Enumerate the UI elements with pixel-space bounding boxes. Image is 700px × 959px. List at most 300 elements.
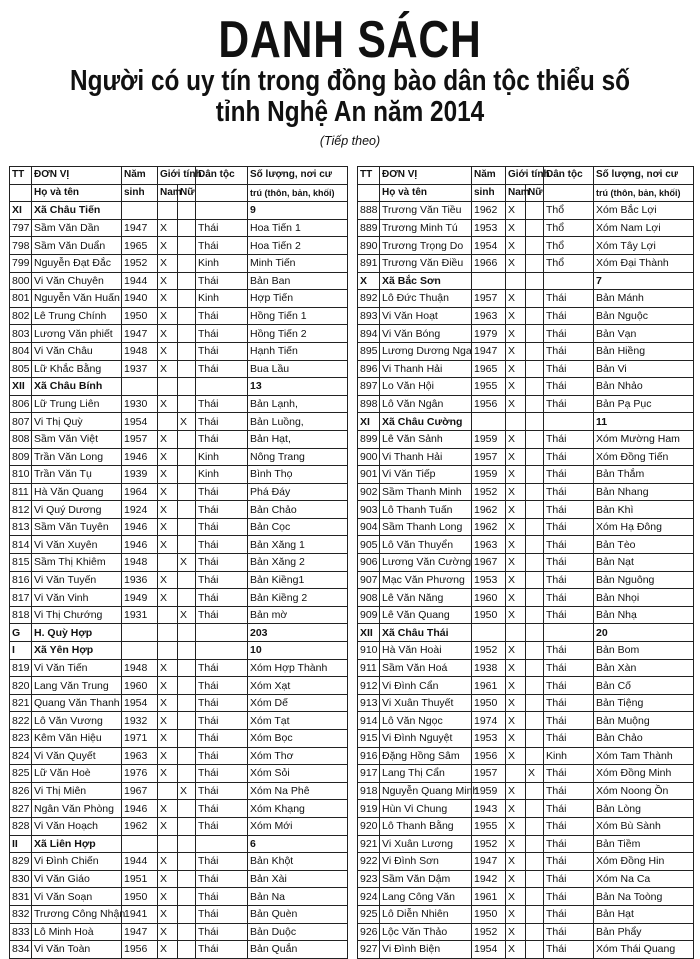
table-row	[358, 589, 694, 607]
cell-name: Lê Văn Quang	[380, 606, 472, 624]
cell-tt: 895	[358, 342, 380, 360]
cell-residence: Bản Tèo	[594, 536, 694, 554]
cell-female	[526, 694, 544, 712]
header-born: sinh	[122, 184, 158, 202]
cell-female	[178, 659, 196, 677]
cell-ethnicity: Thái	[544, 501, 594, 519]
table-row	[10, 483, 348, 501]
cell-residence: Nông Trang	[248, 448, 348, 466]
table-row	[358, 747, 694, 765]
cell-year: 1954	[472, 237, 506, 255]
cell-male: X	[506, 554, 526, 572]
cell-year	[472, 413, 506, 431]
document-subtitle-line1: Người có uy tín trong đồng bào dân tộc thiểu số	[69, 65, 631, 97]
cell-tt: 832	[10, 905, 32, 923]
cell-ethnicity: Thái	[544, 782, 594, 800]
table-row	[10, 870, 348, 888]
cell-male: X	[506, 606, 526, 624]
cell-name: Lộc Văn Thảo	[380, 923, 472, 941]
cell-ethnicity: Kinh	[196, 290, 248, 308]
table-row	[358, 817, 694, 835]
cell-residence: Bản Kiềng 2	[248, 589, 348, 607]
header-residence-2: trú (thôn, bản, khối)	[248, 184, 348, 202]
cell-female	[178, 870, 196, 888]
table-row	[358, 853, 694, 871]
cell-ethnicity	[544, 413, 594, 431]
cell-female	[178, 800, 196, 818]
cell-year: 1956	[122, 941, 158, 959]
cell-tt: 824	[10, 747, 32, 765]
cell-tt: 811	[10, 483, 32, 501]
cell-ethnicity: Thái	[544, 342, 594, 360]
cell-male: X	[506, 501, 526, 519]
cell-residence: Xóm Mới	[248, 817, 348, 835]
table-row	[10, 606, 348, 624]
cell-name: Vi Thanh Hải	[380, 360, 472, 378]
cell-name: Sầm Văn Việt	[32, 430, 122, 448]
cell-female	[178, 254, 196, 272]
cell-tt: 906	[358, 554, 380, 572]
cell-tt: 913	[358, 694, 380, 712]
cell-ethnicity: Thái	[544, 448, 594, 466]
cell-year: 1957	[472, 765, 506, 783]
document-header	[0, 0, 700, 128]
cell-residence: Bản Hạt,	[248, 430, 348, 448]
cell-name: Xã Liên Hợp	[32, 835, 122, 853]
cell-female: X	[178, 413, 196, 431]
cell-year: 1971	[122, 730, 158, 748]
table-row	[358, 325, 694, 343]
cell-ethnicity: Thái	[196, 571, 248, 589]
table-row	[358, 536, 694, 554]
cell-name: Lê Văn Năng	[380, 589, 472, 607]
cell-ethnicity: Thái	[196, 782, 248, 800]
cell-residence: Bản Cọc	[248, 518, 348, 536]
cell-female	[178, 307, 196, 325]
header-row-2	[10, 184, 348, 202]
cell-residence: Hạnh Tiến	[248, 342, 348, 360]
cell-female	[178, 325, 196, 343]
cell-residence: 7	[594, 272, 694, 290]
cell-tt: 896	[358, 360, 380, 378]
cell-tt: 798	[10, 237, 32, 255]
cell-name: Trần Văn Long	[32, 448, 122, 466]
cell-residence: Bản Xăng 2	[248, 554, 348, 572]
cell-name: Vi Văn Tiến	[32, 659, 122, 677]
table-row	[358, 905, 694, 923]
cell-female	[178, 888, 196, 906]
cell-tt: 826	[10, 782, 32, 800]
cell-female	[526, 501, 544, 519]
cell-female	[526, 853, 544, 871]
cell-name: Nguyễn Văn Huấn	[32, 290, 122, 308]
cell-female: X	[178, 782, 196, 800]
cell-female	[526, 571, 544, 589]
header-year: Năm	[122, 167, 158, 185]
table-row	[358, 923, 694, 941]
cell-male: X	[158, 272, 178, 290]
cell-tt: 917	[358, 765, 380, 783]
cell-tt: XI	[10, 202, 32, 220]
cell-residence: Hồng Tiến 1	[248, 307, 348, 325]
table-row	[358, 765, 694, 783]
cell-name: Lữ Khắc Bằng	[32, 360, 122, 378]
cell-ethnicity	[544, 272, 594, 290]
cell-name: Vi Đình Cẩn	[380, 677, 472, 695]
cell-tt: 812	[10, 501, 32, 519]
cell-tt: 927	[358, 941, 380, 959]
cell-year: 1963	[122, 747, 158, 765]
cell-residence: Bản Luồng,	[248, 413, 348, 431]
cell-ethnicity: Thái	[544, 765, 594, 783]
cell-name: Lang Công Văn	[380, 888, 472, 906]
table-row	[10, 237, 348, 255]
cell-year: 1932	[122, 712, 158, 730]
cell-female	[526, 941, 544, 959]
cell-name: Vi Văn Giáo	[32, 870, 122, 888]
table-row	[10, 272, 348, 290]
cell-male: X	[158, 237, 178, 255]
cell-year: 1966	[472, 254, 506, 272]
cell-residence: Bản Tiệng	[594, 694, 694, 712]
cell-male: X	[158, 448, 178, 466]
cell-name: Xã Bắc Sơn	[380, 272, 472, 290]
cell-residence: Bản mờ	[248, 606, 348, 624]
table-row	[10, 325, 348, 343]
cell-ethnicity: Thái	[544, 712, 594, 730]
cell-year: 1965	[472, 360, 506, 378]
cell-male: X	[506, 448, 526, 466]
cell-residence: Bản Cố	[594, 677, 694, 695]
cell-tt: 814	[10, 536, 32, 554]
cell-male: X	[506, 642, 526, 660]
cell-tt: 910	[358, 642, 380, 660]
table-row	[10, 905, 348, 923]
cell-tt: 799	[10, 254, 32, 272]
cell-ethnicity: Thái	[196, 747, 248, 765]
header-gender: Giới tính	[506, 167, 544, 185]
group-row	[10, 378, 348, 396]
cell-female	[526, 202, 544, 220]
cell-tt: 916	[358, 747, 380, 765]
cell-name: Vi Đình Nguyệt	[380, 730, 472, 748]
cell-female	[526, 219, 544, 237]
cell-female	[526, 272, 544, 290]
table-row	[10, 219, 348, 237]
cell-year: 1962	[472, 518, 506, 536]
cell-ethnicity: Thái	[196, 342, 248, 360]
cell-male: X	[158, 712, 178, 730]
cell-male: X	[506, 941, 526, 959]
cell-residence: Xóm Mường Ham	[594, 430, 694, 448]
cell-tt: 801	[10, 290, 32, 308]
cell-male: X	[506, 202, 526, 220]
cell-male	[158, 202, 178, 220]
cell-year: 1979	[472, 325, 506, 343]
cell-male: X	[158, 730, 178, 748]
cell-tt: 920	[358, 817, 380, 835]
cell-ethnicity: Kinh	[196, 448, 248, 466]
cell-tt: 804	[10, 342, 32, 360]
cell-male	[158, 378, 178, 396]
cell-residence: Bản Nguộc	[594, 307, 694, 325]
cell-male: X	[158, 342, 178, 360]
header-row-2	[358, 184, 694, 202]
header-blank	[358, 184, 380, 202]
cell-name: Trương Công Nhận	[32, 905, 122, 923]
cell-female	[178, 290, 196, 308]
table-row	[10, 290, 348, 308]
cell-ethnicity: Thái	[196, 360, 248, 378]
cell-residence: Bản Nhang	[594, 483, 694, 501]
group-row	[10, 624, 348, 642]
cell-female	[526, 606, 544, 624]
cell-male: X	[506, 782, 526, 800]
cell-residence: Xóm Thái Quang	[594, 941, 694, 959]
cell-male: X	[158, 905, 178, 923]
header-residence: Số lượng, nơi cư	[594, 167, 694, 185]
cell-male: X	[158, 501, 178, 519]
cell-female	[526, 430, 544, 448]
cell-male: X	[158, 360, 178, 378]
cell-name: Lữ Văn Hoè	[32, 765, 122, 783]
cell-tt: 922	[358, 853, 380, 871]
cell-year: 1924	[122, 501, 158, 519]
cell-tt: 820	[10, 677, 32, 695]
cell-female	[178, 219, 196, 237]
cell-name: Lê Văn Sảnh	[380, 430, 472, 448]
cell-ethnicity	[544, 624, 594, 642]
cell-tt: 810	[10, 466, 32, 484]
cell-female	[178, 730, 196, 748]
header-residence-2: trú (thôn, bản, khối)	[594, 184, 694, 202]
cell-male: X	[506, 237, 526, 255]
cell-year: 1952	[472, 923, 506, 941]
cell-name: Vi Thị Quỳ	[32, 413, 122, 431]
cell-name: Trương Minh Tú	[380, 219, 472, 237]
cell-ethnicity: Thái	[544, 378, 594, 396]
cell-male: X	[506, 290, 526, 308]
header-tt: TT	[358, 167, 380, 185]
table-row	[10, 730, 348, 748]
cell-female: X	[178, 606, 196, 624]
cell-male: X	[158, 483, 178, 501]
table-row	[10, 677, 348, 695]
cell-tt: 894	[358, 325, 380, 343]
table-row	[358, 888, 694, 906]
table-row	[358, 677, 694, 695]
cell-female: X	[178, 554, 196, 572]
cell-residence: 20	[594, 624, 694, 642]
cell-year: 1949	[122, 589, 158, 607]
cell-tt: 816	[10, 571, 32, 589]
cell-ethnicity: Thái	[544, 307, 594, 325]
cell-ethnicity: Thái	[196, 536, 248, 554]
table-row	[10, 853, 348, 871]
cell-female	[178, 272, 196, 290]
cell-male	[158, 782, 178, 800]
table-row	[10, 589, 348, 607]
cell-name: Sầm Văn Duẩn	[32, 237, 122, 255]
cell-name: Vi Đình Biện	[380, 941, 472, 959]
cell-year: 1947	[472, 853, 506, 871]
cell-residence: Xóm Hạ Đông	[594, 518, 694, 536]
cell-ethnicity: Thái	[544, 800, 594, 818]
header-female: Nữ	[526, 184, 544, 202]
cell-male: X	[506, 730, 526, 748]
header-male: Nam	[506, 184, 526, 202]
cell-tt: 898	[358, 395, 380, 413]
cell-residence: 6	[248, 835, 348, 853]
cell-female	[178, 694, 196, 712]
cell-tt: 805	[10, 360, 32, 378]
table-row	[358, 483, 694, 501]
cell-female	[526, 307, 544, 325]
cell-ethnicity: Thái	[544, 360, 594, 378]
cell-tt: 803	[10, 325, 32, 343]
cell-name: Hà Văn Quang	[32, 483, 122, 501]
cell-ethnicity: Kinh	[544, 747, 594, 765]
cell-ethnicity: Thái	[544, 905, 594, 923]
header-tt: TT	[10, 167, 32, 185]
cell-female	[526, 325, 544, 343]
cell-year: 1976	[122, 765, 158, 783]
cell-year: 1948	[122, 342, 158, 360]
table-row	[358, 360, 694, 378]
group-row	[10, 202, 348, 220]
cell-name: Vi Xuân Thuyết	[380, 694, 472, 712]
table-row	[358, 571, 694, 589]
cell-ethnicity: Thái	[196, 941, 248, 959]
cell-female	[178, 518, 196, 536]
cell-tt: XI	[358, 413, 380, 431]
cell-year: 1950	[122, 307, 158, 325]
cell-name: Trần Văn Tụ	[32, 466, 122, 484]
cell-male: X	[158, 589, 178, 607]
cell-ethnicity: Thái	[544, 430, 594, 448]
cell-tt: 809	[10, 448, 32, 466]
cell-residence: Xóm Bắc Lợi	[594, 202, 694, 220]
cell-ethnicity: Thái	[196, 817, 248, 835]
cell-ethnicity: Thái	[544, 659, 594, 677]
cell-ethnicity: Thái	[544, 554, 594, 572]
header-name: Họ và tên	[32, 184, 122, 202]
cell-tt: 830	[10, 870, 32, 888]
cell-tt: 800	[10, 272, 32, 290]
cell-female	[178, 941, 196, 959]
cell-residence: Xóm Bọc	[248, 730, 348, 748]
cell-male: X	[158, 571, 178, 589]
cell-ethnicity: Thái	[196, 483, 248, 501]
cell-male: X	[158, 747, 178, 765]
cell-year: 1941	[122, 905, 158, 923]
cell-year: 1955	[472, 378, 506, 396]
cell-female	[526, 835, 544, 853]
cell-male: X	[506, 853, 526, 871]
table-row	[358, 800, 694, 818]
table-row	[358, 448, 694, 466]
cell-female	[178, 237, 196, 255]
header-male: Nam	[158, 184, 178, 202]
cell-male	[158, 624, 178, 642]
cell-year: 1940	[122, 290, 158, 308]
cell-year: 1974	[472, 712, 506, 730]
cell-name: Sầm Văn Dần	[32, 219, 122, 237]
cell-ethnicity: Thái	[196, 325, 248, 343]
cell-tt: 813	[10, 518, 32, 536]
cell-ethnicity: Kinh	[196, 466, 248, 484]
cell-year: 1948	[122, 659, 158, 677]
cell-residence: Hoa Tiến 1	[248, 219, 348, 237]
cell-female	[526, 782, 544, 800]
table-row	[358, 518, 694, 536]
cell-tt: 889	[358, 219, 380, 237]
cell-name: Vi Văn Toàn	[32, 941, 122, 959]
cell-ethnicity: Thái	[196, 307, 248, 325]
cell-tt: 904	[358, 518, 380, 536]
cell-female	[526, 254, 544, 272]
cell-ethnicity: Thái	[196, 395, 248, 413]
cell-residence: Xóm Hợp Thành	[248, 659, 348, 677]
left-table	[9, 166, 348, 959]
cell-female	[178, 430, 196, 448]
cell-tt: 828	[10, 817, 32, 835]
table-row	[358, 659, 694, 677]
cell-male: X	[158, 817, 178, 835]
cell-year: 1960	[472, 589, 506, 607]
cell-ethnicity	[196, 624, 248, 642]
cell-male: X	[158, 677, 178, 695]
right-table	[357, 166, 694, 959]
cell-male: X	[158, 870, 178, 888]
cell-ethnicity: Thái	[544, 466, 594, 484]
cell-female	[178, 466, 196, 484]
cell-tt: 918	[358, 782, 380, 800]
cell-residence: Bản Bom	[594, 642, 694, 660]
cell-male: X	[506, 360, 526, 378]
cell-ethnicity: Thái	[544, 941, 594, 959]
cell-tt: 817	[10, 589, 32, 607]
cell-residence: 9	[248, 202, 348, 220]
cell-female	[526, 518, 544, 536]
cell-ethnicity: Thái	[544, 325, 594, 343]
cell-tt: XII	[10, 378, 32, 396]
cell-name: Vi Văn Vinh	[32, 589, 122, 607]
cell-tt: 907	[358, 571, 380, 589]
header-row	[358, 167, 694, 185]
cell-male: X	[506, 905, 526, 923]
cell-name: Hà Văn Hoài	[380, 642, 472, 660]
table-row	[10, 307, 348, 325]
cell-name: Quang Văn Thanh	[32, 694, 122, 712]
cell-ethnicity: Thái	[196, 518, 248, 536]
cell-male: X	[158, 466, 178, 484]
cell-residence: Bản Khột	[248, 853, 348, 871]
cell-residence: Xóm Đồng Tiến	[594, 448, 694, 466]
table-row	[10, 536, 348, 554]
cell-tt: 821	[10, 694, 32, 712]
cell-residence: Bản Nhọi	[594, 589, 694, 607]
cell-tt: 797	[10, 219, 32, 237]
table-row	[358, 219, 694, 237]
cell-male: X	[158, 254, 178, 272]
cell-tt: 902	[358, 483, 380, 501]
cell-female	[526, 360, 544, 378]
cell-tt: 911	[358, 659, 380, 677]
table-row	[358, 237, 694, 255]
cell-residence: Xóm Khạng	[248, 800, 348, 818]
cell-year: 1960	[122, 677, 158, 695]
